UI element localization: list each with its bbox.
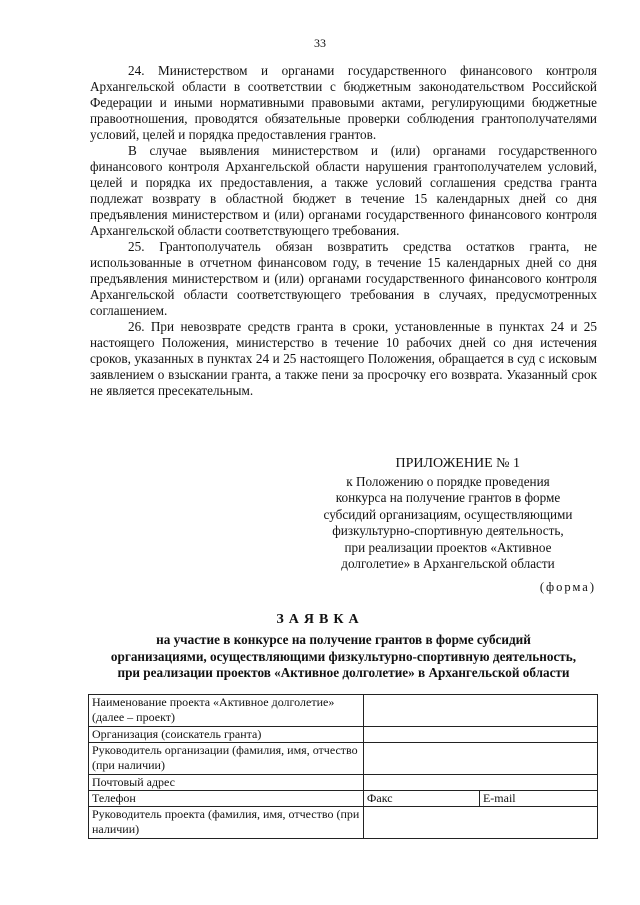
email-field[interactable]: E-mail — [479, 791, 597, 807]
appendix-line: долголетие» в Архангельской области — [341, 556, 555, 571]
table-row — [89, 807, 598, 839]
table-row — [89, 727, 598, 743]
appendix-line: физкультурно-спортивную деятельность, — [332, 523, 564, 538]
form-subtitle-line: на участие в конкурсе на получение грантов в форме субсидий — [156, 632, 531, 647]
label-project-head: Руководитель проекта (фамилия, имя, отчество (при наличии) — [89, 807, 364, 839]
form-subtitle-line: организациями, осуществляющими физкультурно-спортивную деятельность, — [110, 648, 577, 664]
paragraph-26: 26. При невозврате средств гранта в сроки, установленные в пунктах 24 и 25 настоящего Положения, министерство в течение 10 рабочих дней со дня истечения сроков, указанных в пунктах 24 и 25 настоящего Положения, обращается в суд с исковым заявлением о взыскании гранта, а также пени за просрочку его возврата. Указанный срок не является пресекательным. — [90, 319, 597, 398]
appendix-line: при реализации проектов «Активное — [344, 539, 552, 555]
fax-field[interactable]: Факс — [363, 791, 479, 807]
appendix-title: ПРИЛОЖЕНИЕ № 1 — [395, 456, 520, 471]
body-text — [90, 63, 597, 399]
postal-address-field[interactable] — [363, 775, 597, 791]
label-postal-address: Почтовый адрес — [89, 775, 364, 791]
paragraph-25: 25. Грантополучатель обязан возвратить средства остатков гранта, не использованные в отчетном финансовом году, в течение 15 календарных дней со дня предъявления министерством и (или) органами государственного финансового контроля Архангельской области соответствующего требования в случаях, предусмотренных соглашением. — [90, 239, 597, 318]
label-organization: Организация (соискатель гранта) — [89, 727, 364, 743]
form-title: ЗАЯВКА — [276, 612, 364, 627]
project-head-field[interactable] — [363, 807, 597, 839]
paragraph-24: 24. Министерством и органами государственного финансового контроля Архангельской области в соответствии с бюджетным законодательством Российской Федерации и иными нормативными правовыми актами, регулирующими бюджетные правоотношения, проводятся обязательные проверки соблюдения грантополучателями условий, целей и порядка предоставления грантов. — [90, 63, 597, 142]
form-subtitle — [90, 632, 597, 682]
appendix-line: к Положению о порядке проведения — [346, 473, 550, 489]
project-name-field[interactable] — [363, 695, 597, 727]
table-row — [89, 791, 598, 807]
appendix-line: субсидий организациям, осуществляющими — [323, 506, 573, 522]
label-head: Руководитель организации (фамилия, имя, отчество (при наличии) — [89, 743, 364, 775]
label-project-name: Наименование проекта «Активное долголетие» (далее – проект) — [89, 695, 364, 727]
label-phone: Телефон — [89, 791, 364, 807]
table-row — [89, 743, 598, 775]
table-row — [89, 695, 598, 727]
appendix-line: конкурса на получение грантов в форме — [335, 490, 561, 505]
paragraph-24-violations: В случае выявления министерством и (или) органами государственного финансового контроля Архангельской области нарушения грантополучателем условий, целей и порядка их предоставления, а также условий соглашения средства гранта подлежат возврату в областной бюджет в течение 15 календарных дней со дня предъявления министерством и (или) органами государственного финансового контроля Архангельской области соответствующего требования. — [90, 143, 597, 238]
appendix-block — [300, 456, 596, 573]
organization-field[interactable] — [363, 727, 597, 743]
page-number: 33 — [314, 36, 326, 50]
head-field[interactable] — [363, 743, 597, 775]
form-note: (форма) — [539, 580, 596, 594]
table-row — [89, 775, 598, 791]
application-table — [88, 694, 598, 839]
form-subtitle-line: при реализации проектов «Активное долголетие» в Архангельской области — [117, 665, 570, 680]
